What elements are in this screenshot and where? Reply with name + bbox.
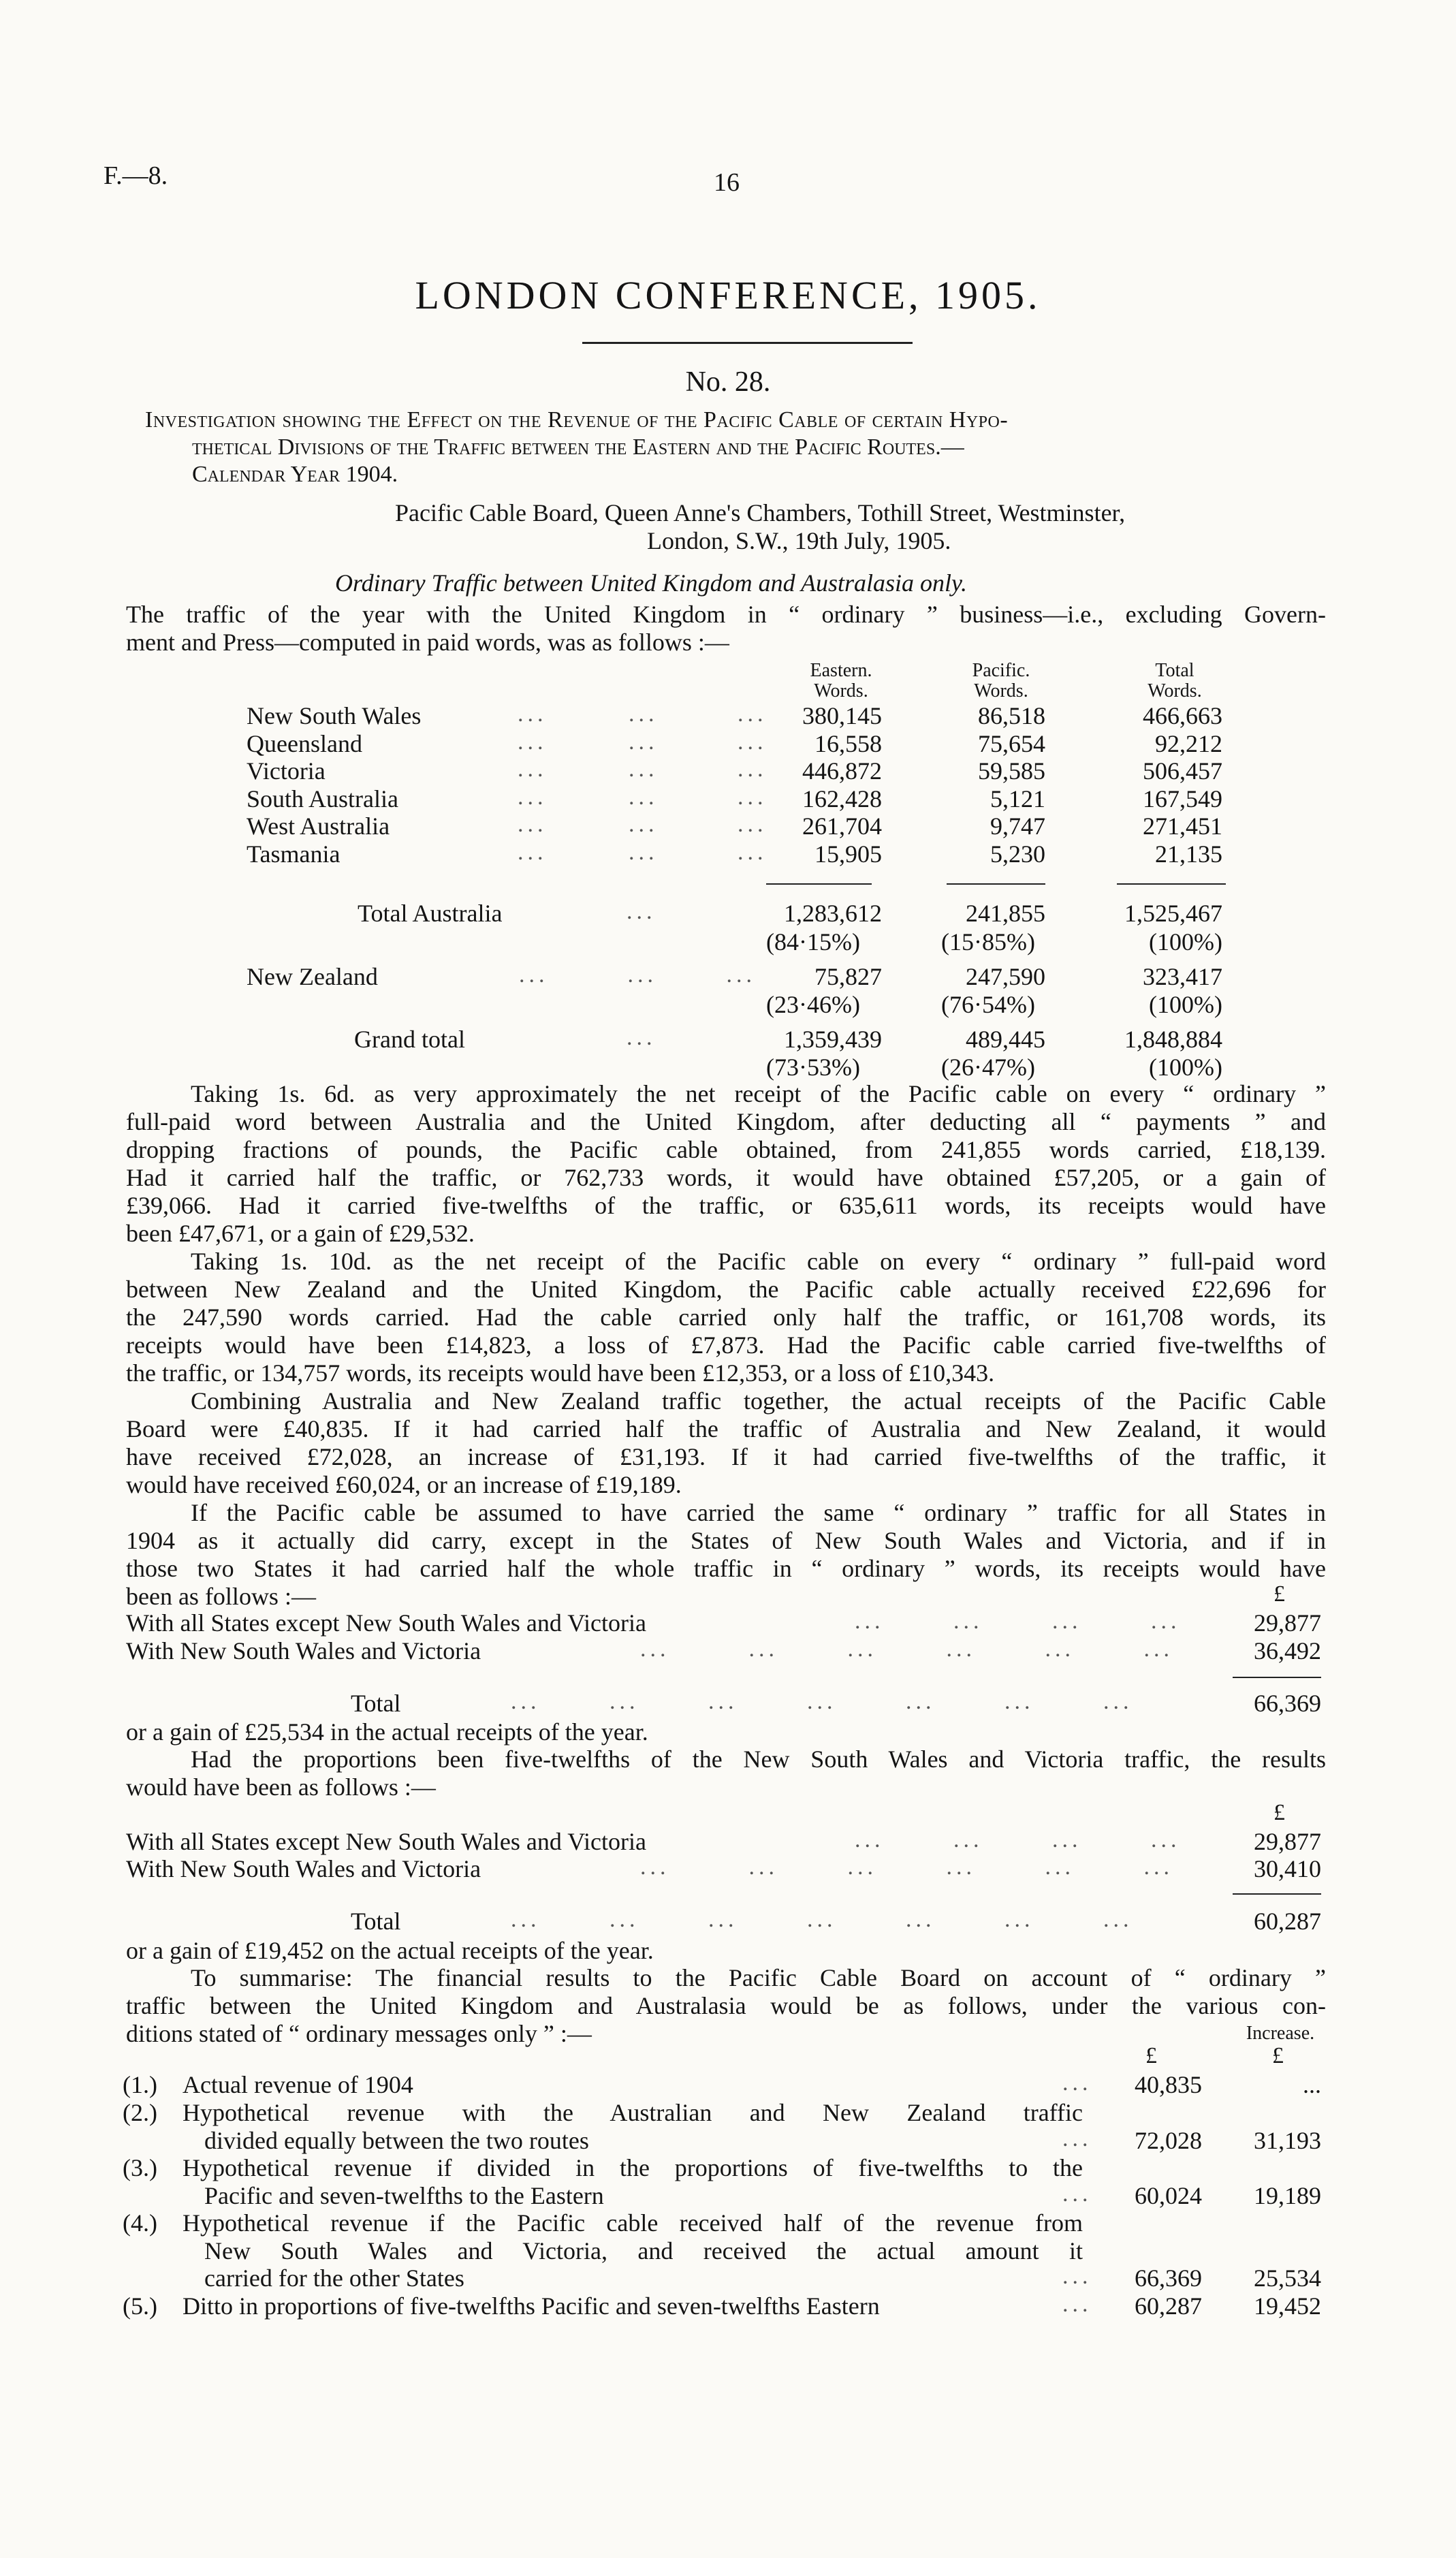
new-zealand-eastern-pct: (23·46%) [766, 991, 860, 1018]
summary-item-text: Hypothetical revenue with the Australian and New Zealand traffic [183, 2099, 1083, 2126]
leader-dots: ... [629, 701, 659, 727]
gain-note: or a gain of £19,452 on the actual receipts of the year. [126, 1937, 654, 1964]
calc-row-label: With all States except New South Wales and Victoria [126, 1828, 646, 1855]
paragraph-australia [126, 1080, 1326, 1248]
grand-total-label: Grand total [354, 1026, 465, 1053]
calc-total-value: 66,369 [1254, 1690, 1321, 1717]
intro-paragraph [126, 601, 1326, 657]
state-name: West Australia [247, 812, 390, 840]
summary-item-text: New South Wales and Victoria, and received the actual amount it [204, 2237, 1083, 2264]
new-zealand-eastern: 75,827 [814, 963, 882, 990]
leader-dots: ... [738, 785, 767, 810]
leader-dots: ... [629, 840, 659, 865]
summary-item-number: (2.) [123, 2099, 157, 2126]
title-rule [582, 342, 913, 344]
calc-row-value: 30,410 [1254, 1855, 1321, 1882]
section-code: F.—8. [104, 161, 168, 190]
new-zealand-pacific-pct: (76·54%) [941, 991, 1035, 1018]
rule [1233, 1677, 1321, 1678]
leader-dots: ... [627, 1025, 656, 1050]
total-australia-total: 1,525,467 [1124, 900, 1222, 927]
calc-row-value: 29,877 [1254, 1828, 1321, 1855]
total-australia-eastern: 1,283,612 [784, 900, 882, 927]
summary-revenue-cell: 60,287 [1135, 2292, 1202, 2320]
text-line: The traffic of the year with the United Kingdom in “ ordinary ” business—i.e., excluding Govern- [126, 601, 1326, 628]
leader-dots: ... [518, 757, 548, 782]
rule [1117, 883, 1226, 885]
summary-increase-cell: 19,452 [1254, 2292, 1321, 2320]
text-line: receipts would have been £14,823, a loss of £7,873. Had the Pacific cable carried five-twelfths of [126, 1331, 1326, 1359]
state-name: Tasmania [247, 840, 341, 868]
text-line: would have been as follows :— [126, 1773, 436, 1801]
summary-revenue-cell: 60,024 [1135, 2182, 1202, 2209]
total-australia-pacific: 241,855 [966, 900, 1045, 927]
text-line: Board were £40,835. If it had carried half the traffic of Australia and New Zealand, it would [126, 1415, 1326, 1442]
calc-total-label: Total [351, 1690, 401, 1717]
leader-dots: ... [518, 785, 548, 810]
leader-dots: ... [1062, 2264, 1092, 2289]
increase-currency: £ [1272, 2043, 1284, 2068]
grand-total-eastern: 1,359,439 [784, 1026, 882, 1053]
summary-item-text: Pacific and seven-twelfths to the Eastern [204, 2182, 604, 2209]
calc-row-label: With all States except New South Wales and Victoria [126, 1609, 646, 1637]
summary-item-text: Hypothetical revenue if the Pacific cable received half of the revenue from [183, 2209, 1083, 2237]
eastern-words-cell: 446,872 [802, 757, 882, 785]
rule [1233, 1893, 1321, 1895]
state-name: South Australia [247, 785, 398, 812]
paragraph-half-traffic [126, 1499, 1326, 1611]
text-line: If the Pacific cable be assumed to have carried the same “ ordinary ” traffic for all States in [191, 1499, 1326, 1526]
summary-item-number: (5.) [123, 2292, 157, 2320]
calc-row-label: With New South Wales and Victoria [126, 1637, 481, 1664]
pacific-words-cell: 75,654 [978, 730, 1045, 757]
summary-increase-cell: ... [1303, 2071, 1321, 2098]
text-line: between New Zealand and the United Kingdom, the Pacific cable actually received £22,696 for [126, 1276, 1326, 1303]
page-number: 16 [714, 168, 740, 197]
total-words-cell: 167,549 [1143, 785, 1222, 812]
leader-dots: ... [629, 729, 659, 755]
leader-dots: ... [738, 812, 767, 837]
text-line: Taking 1s. 6d. as very approximately the net receipt of the Pacific cable on every “ ordinary ” [191, 1080, 1326, 1107]
page-title: LONDON CONFERENCE, 1905. [415, 273, 1041, 317]
leader-dots: ... [518, 701, 548, 727]
eastern-words-cell: 15,905 [814, 840, 882, 868]
text-line: full-paid word between Australia and the United Kingdom, after deducting all “ payments ” and [126, 1108, 1326, 1135]
investigation-title-line: thetical Divisions of the Traffic between the Eastern and the Pacific Routes.— [192, 435, 964, 460]
paragraph-five-twelfths [126, 1746, 1326, 1801]
new-zealand-total: 323,417 [1143, 963, 1222, 990]
total-words-cell: 21,135 [1155, 840, 1222, 868]
text-line: ment and Press—computed in paid words, was as follows :— [126, 629, 729, 656]
text-line: been as follows :— [126, 1583, 316, 1610]
leader-dots: ... [627, 899, 656, 924]
text-line: Had it carried half the traffic, or 762,733 words, it would have obtained £57,205, or a gain of [126, 1164, 1326, 1191]
leader-dots: ... [1062, 2181, 1092, 2207]
currency-symbol: £ [1273, 1800, 1285, 1825]
address-line: Pacific Cable Board, Queen Anne's Chambers, Tothill Street, Westminster, [395, 499, 1126, 526]
summary-item-text: carried for the other States [204, 2264, 464, 2292]
summary-increase-cell: 25,534 [1254, 2264, 1321, 2292]
summary-revenue-cell: 40,835 [1135, 2071, 1202, 2098]
calc-row-value: 36,492 [1254, 1637, 1321, 1664]
investigation-title-line: Calendar Year 1904. [192, 462, 398, 487]
total-words-cell: 466,663 [1143, 702, 1222, 729]
text-line: those two States it had carried half the whole traffic in “ ordinary ” words, its receipts would have [126, 1555, 1326, 1582]
gain-note: or a gain of £25,534 in the actual receipts of the year. [126, 1718, 648, 1746]
leader-dots: ... ... ... [519, 962, 756, 988]
pacific-words-cell: 5,230 [990, 840, 1045, 868]
summary-item-text: divided equally between the two routes [204, 2127, 589, 2154]
total-words-header: Total Words. [1148, 660, 1202, 701]
eastern-words-cell: 261,704 [802, 812, 882, 840]
summary-item-number: (4.) [123, 2209, 157, 2237]
leader-dots: ... [518, 812, 548, 837]
grand-total-pacific: 489,445 [966, 1026, 1045, 1053]
pacific-words-header: Pacific. Words. [972, 660, 1030, 701]
total-australia-label: Total Australia [358, 900, 503, 927]
new-zealand-total-pct: (100%) [1149, 991, 1222, 1018]
summary-revenue-cell: 72,028 [1135, 2127, 1202, 2154]
total-australia-eastern-pct: (84·15%) [766, 928, 860, 956]
text-line: would have received £60,024, or an increase of £19,189. [126, 1471, 682, 1498]
grand-total-total: 1,848,884 [1124, 1026, 1222, 1053]
currency-symbol: £ [1273, 1581, 1285, 1607]
text-line: the 247,590 words carried. Had the cable carried only half the traffic, or 161,708 words, its [126, 1304, 1326, 1331]
new-zealand-label: New Zealand [247, 963, 378, 990]
summary-item-number: (3.) [123, 2154, 157, 2181]
eastern-words-cell: 380,145 [802, 702, 882, 729]
text-line: ditions stated of “ ordinary messages only ” :— [126, 2020, 592, 2047]
pacific-words-cell: 86,518 [978, 702, 1045, 729]
pacific-words-cell: 9,747 [990, 812, 1045, 840]
total-words-cell: 271,451 [1143, 812, 1222, 840]
state-name: New South Wales [247, 702, 422, 729]
calc-row-value: 29,877 [1254, 1609, 1321, 1637]
summary-item-text: Ditto in proportions of five-twelfths Pacific and seven-twelfths Eastern [183, 2292, 880, 2320]
text-line: have received £72,028, an increase of £31,193. If it had carried five-twelfths of the traffic, it [126, 1443, 1326, 1470]
summary-increase-cell: 19,189 [1254, 2182, 1321, 2209]
leader-dots: ... ... ... ... [855, 1609, 1181, 1634]
calc-total-label: Total [351, 1908, 401, 1935]
leader-dots: ... ... ... ... ... ... ... [511, 1907, 1133, 1932]
summary-item-text: Actual revenue of 1904 [183, 2071, 413, 2098]
total-australia-pacific-pct: (15·85%) [941, 928, 1035, 956]
text-line: traffic between the United Kingdom and Australasia would be as follows, under the various con- [126, 1992, 1326, 2019]
total-words-cell: 506,457 [1143, 757, 1222, 785]
state-name: Queensland [247, 730, 362, 757]
total-australia-total-pct: (100%) [1149, 928, 1222, 956]
leader-dots: ... ... ... ... [855, 1827, 1181, 1852]
summary-item-text: Hypothetical revenue if divided in the proportions of five-twelfths to the [183, 2154, 1083, 2181]
grand-total-eastern-pct: (73·53%) [766, 1054, 860, 1081]
paragraph-summary [126, 1964, 1326, 2048]
leader-dots: ... [738, 840, 767, 865]
summary-item-number: (1.) [123, 2071, 157, 2098]
grand-total-total-pct: (100%) [1149, 1054, 1222, 1081]
text-line: To summarise: The financial results to the Pacific Cable Board on account of “ ordinary ” [191, 1964, 1326, 1991]
leader-dots: ... [738, 729, 767, 755]
total-words-cell: 92,212 [1155, 730, 1222, 757]
pacific-words-cell: 59,585 [978, 757, 1045, 785]
section-subtitle: Ordinary Traffic between United Kingdom and Australasia only. [335, 569, 968, 597]
leader-dots: ... [518, 840, 548, 865]
address-line: London, S.W., 19th July, 1905. [647, 527, 951, 554]
leader-dots: ... ... ... ... ... ... ... [511, 1689, 1133, 1714]
leader-dots: ... [738, 701, 767, 727]
calc-row-label: With New South Wales and Victoria [126, 1855, 481, 1882]
calc-total-value: 60,287 [1254, 1908, 1321, 1935]
increase-header: Increase. [1246, 2023, 1315, 2044]
eastern-words-header: Eastern. Words. [810, 660, 872, 701]
rule [947, 883, 1045, 885]
text-line: the traffic, or 134,757 words, its receipts would have been £12,353, or a loss of £10,343. [126, 1359, 995, 1387]
leader-dots: ... [518, 729, 548, 755]
grand-total-pacific-pct: (26·47%) [941, 1054, 1035, 1081]
leader-dots: ... ... ... ... ... ... [640, 1637, 1173, 1662]
text-line: been £47,671, or a gain of £29,532. [126, 1220, 475, 1247]
leader-dots: ... [629, 785, 659, 810]
paragraph-combined [126, 1387, 1326, 1499]
leader-dots: ... [1062, 2292, 1092, 2317]
revenue-currency: £ [1145, 2043, 1157, 2068]
eastern-words-cell: 16,558 [814, 730, 882, 757]
paragraph-new-zealand [126, 1248, 1326, 1387]
text-line: dropping fractions of pounds, the Pacific cable obtained, from 241,855 words carried, £18,139. [126, 1136, 1326, 1163]
doc-number: No. 28. [685, 366, 771, 398]
summary-revenue-cell: 66,369 [1135, 2264, 1202, 2292]
investigation-title-line: Investigation showing the Effect on the Revenue of the Pacific Cable of certain Hypo- [145, 407, 1009, 432]
text-line: 1904 as it actually did carry, except in the States of New South Wales and Victoria, and if in [126, 1527, 1326, 1554]
leader-dots: ... ... ... ... ... ... [640, 1854, 1173, 1880]
new-zealand-pacific: 247,590 [966, 963, 1045, 990]
leader-dots: ... [1062, 2070, 1092, 2096]
summary-increase-cell: 31,193 [1254, 2127, 1321, 2154]
text-line: Had the proportions been five-twelfths of the New South Wales and Victoria traffic, the results [191, 1746, 1326, 1773]
pacific-words-cell: 5,121 [990, 785, 1045, 812]
leader-dots: ... [629, 812, 659, 837]
eastern-words-cell: 162,428 [802, 785, 882, 812]
text-line: £39,066. Had it carried five-twelfths of the traffic, or 635,611 words, its receipts would have [126, 1192, 1326, 1219]
text-line: Combining Australia and New Zealand traffic together, the actual receipts of the Pacific Cable [191, 1387, 1326, 1415]
rule [766, 883, 872, 885]
state-name: Victoria [247, 757, 326, 785]
leader-dots: ... [738, 757, 767, 782]
leader-dots: ... [1062, 2126, 1092, 2151]
text-line: Taking 1s. 10d. as the net receipt of the Pacific cable on every “ ordinary ” full-paid word [191, 1248, 1326, 1275]
leader-dots: ... [629, 757, 659, 782]
